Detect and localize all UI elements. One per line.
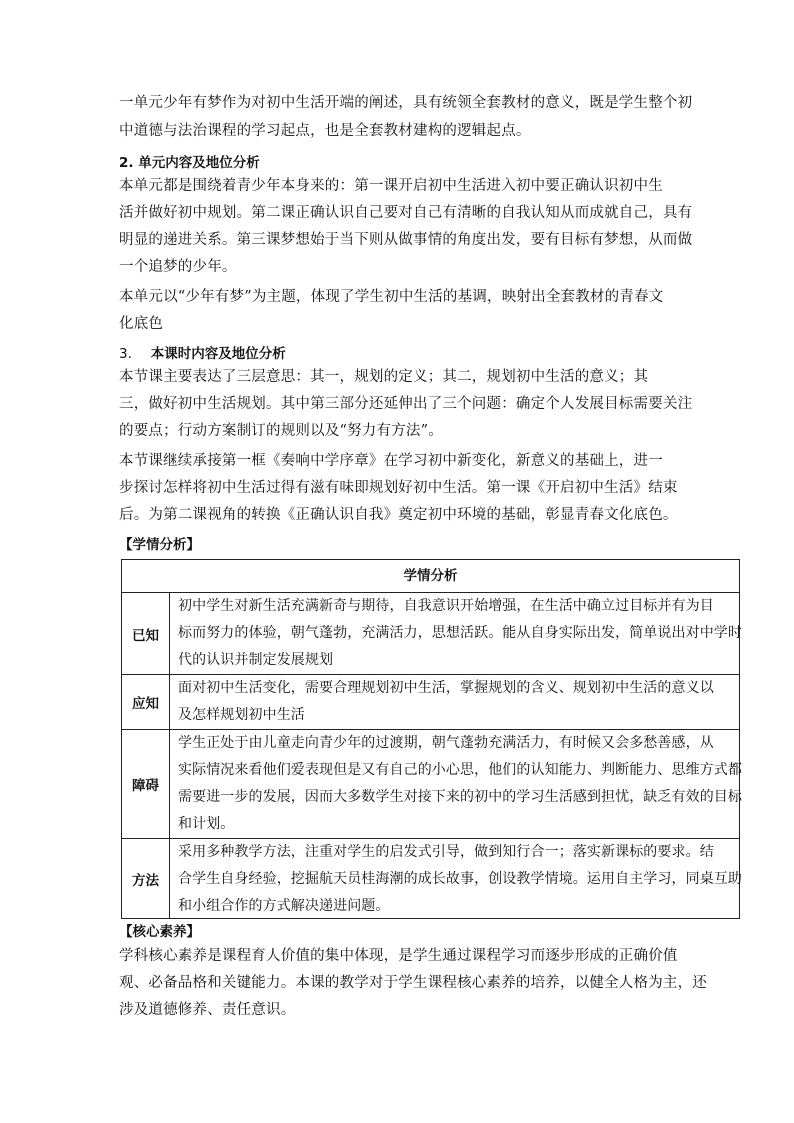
cell-line: 合学生自身经验，挖掘航天员桂海潮的成长故事，创设教学情境。运用自主学习，同桌互助 bbox=[178, 871, 742, 887]
section-heading-3 bbox=[119, 342, 286, 362]
paragraph-line: 一个追梦的少年。 bbox=[119, 259, 237, 275]
table-header: 学情分析 bbox=[122, 560, 739, 593]
learning-analysis-table bbox=[121, 559, 740, 919]
table-row bbox=[122, 839, 742, 919]
cell-line: 需要进一步的发展，因而大多数学生对接下来的初中的学习生活感到担忧，缺乏有效的目标 bbox=[178, 789, 742, 805]
row-content bbox=[178, 839, 742, 920]
paragraph-line: 学科核心素养是课程育人价值的集中体现，是学生通过课程学习而逐步形成的正确价值 bbox=[119, 948, 678, 964]
cell-line: 标而努力的体验，朝气蓬勃，充满活力，思想活跃。能从自身实际出发，简单说出对中学时 bbox=[178, 625, 742, 641]
cell-line: 实际情况来看他们爱表现但是又有自己的小心思，他们的认知能力、判断能力、思维方式都 bbox=[178, 762, 742, 778]
table-row bbox=[122, 593, 742, 675]
table-row bbox=[122, 675, 739, 730]
paragraph-line: 本节课继续承接第一框《奏响中学序章》在学习初中新变化，新意义的基础上，进一 bbox=[119, 453, 663, 469]
paragraph-line: 三，做好初中生活规划。其中第三部分还延伸出了三个问题：确定个人发展目标需要关注 bbox=[119, 396, 693, 412]
paragraph-line: 后。为第二课视角的转换《正确认识自我》奠定初中环境的基础，彰显青春文化底色。 bbox=[119, 507, 678, 523]
row-label: 方法 bbox=[122, 839, 170, 919]
cell-line: 学生正处于由儿童走向青少年的过渡期，朝气蓬勃充满活力，有时候又会多愁善感，从 bbox=[178, 735, 714, 751]
paragraph-line: 明显的递进关系。第三课梦想始于当下则从做事情的角度出发，要有目标有梦想，从而做 bbox=[119, 232, 693, 248]
paragraph-line: 本单元都是围绕着青少年本身来的：第一课开启初中生活进入初中要正确认识初中生 bbox=[119, 178, 663, 194]
section-heading-2: 2. 单元内容及地位分析 bbox=[119, 155, 260, 171]
cell-line: 和小组合作的方式解决递进问题。 bbox=[178, 898, 390, 914]
table-row bbox=[122, 730, 742, 839]
cell-line: 初中学生对新生活充满新奇与期待，自我意识开始增强，在生活中确立过目标并有为目 bbox=[178, 598, 714, 614]
paragraph-line: 本节课主要表达了三层意思：其一，规划的定义；其二，规划初中生活的意义；其 bbox=[119, 369, 649, 385]
cell-line: 面对初中生活变化，需要合理规划初中生活，掌握规划的含义、规划初中生活的意义以 bbox=[178, 680, 714, 696]
paragraph-line: 活并做好初中规划。第二课正确认识自己要对自己有清晰的自我认知从而成就自己，具有 bbox=[119, 205, 693, 221]
cell-line: 代的认识并制定发展规划 bbox=[178, 652, 334, 668]
cell-line: 及怎样规划初中生活 bbox=[178, 707, 305, 723]
paragraph-line: 化底色 bbox=[119, 316, 164, 332]
section-number: 3. bbox=[119, 346, 132, 362]
row-label: 已知 bbox=[122, 593, 170, 674]
paragraph-line: 的要点；行动方案制订的规则以及“努力有方法”。 bbox=[119, 423, 443, 439]
paragraph-line: 涉及道德修养、责任意识。 bbox=[119, 1002, 296, 1018]
paragraph-line: 本单元以“少年有梦”为主题，体现了学生初中生活的基调，映射出全套教材的青春文 bbox=[119, 289, 664, 305]
section-title: 本课时内容及地位分析 bbox=[150, 346, 286, 362]
paragraph-line: 步探讨怎样将初中生活过得有滋有味即规划好初中生活。第一课《开启初中生活》结束 bbox=[119, 480, 678, 496]
row-label: 应知 bbox=[122, 675, 170, 729]
intro-line: 一单元少年有梦作为对初中生活开端的阐述，具有统领全套教材的意义，既是学生整个初 bbox=[119, 95, 693, 111]
xueqing-heading: 【学情分析】 bbox=[119, 537, 200, 553]
row-label: 障碍 bbox=[122, 730, 170, 838]
cell-line: 和计划。 bbox=[178, 816, 235, 832]
row-content bbox=[178, 730, 742, 838]
row-content bbox=[178, 593, 742, 674]
hexin-heading: 【核心素养】 bbox=[119, 924, 200, 940]
intro-line: 中道德与法治课程的学习起点，也是全套教材建构的逻辑起点。 bbox=[119, 123, 531, 139]
row-content bbox=[178, 675, 735, 729]
paragraph-line: 观、必备品格和关键能力。本课的教学对于学生课程核心素养的培养，以健全人格为主，还 bbox=[119, 975, 707, 991]
cell-line: 采用多种教学方法，注重对学生的启发式引导，做到知行合一；落实新课标的要求。结 bbox=[178, 844, 714, 860]
